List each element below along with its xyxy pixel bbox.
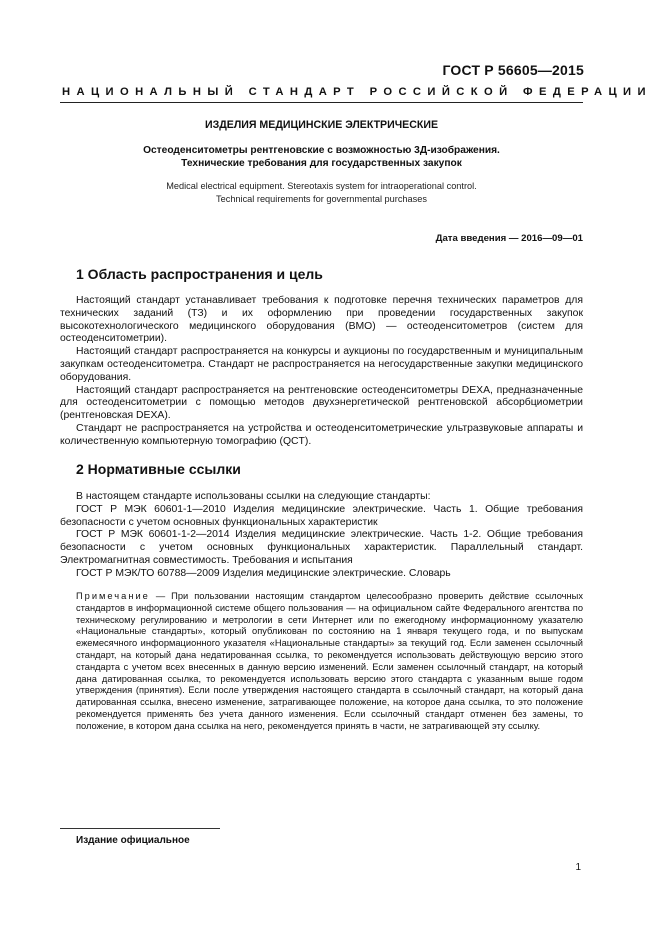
note-label: Примечание (76, 591, 150, 601)
document-code: ГОСТ Р 56605—2015 (442, 62, 584, 78)
official-edition-label: Издание официальное (76, 835, 190, 846)
header-divider (60, 102, 583, 103)
footer-divider (60, 828, 220, 829)
paragraph: Стандарт не распространяется на устройства и остеоденситометрические ультразвуковые аппараты и количественную компьютерную томографию (QCT). (60, 422, 583, 447)
introduction-date: Дата введения — 2016—09—01 (435, 233, 583, 244)
section-1-body (60, 295, 583, 449)
subtitle-line-1: Остеоденситометры рентгеновские с возможностью 3Д-изображения. (143, 145, 500, 156)
english-title-line-1: Medical electrical equipment. Stereotaxis system for intraoperational control. (166, 181, 477, 191)
note-text: — При пользовании настоящим стандартом целесообразно проверить действие ссылочных стандартов в информационной системе общего пользования — на официальном сайте Федерального агентства по техническому регулированию и метрологии в сети Интернет или по ежегодному информационному указателю «Национальные стандарты», который опубликован по состоянию на 1 января текущего года, и по выпускам ежемесячного информационного указателя «Национальные стандарты» за текущий год. Если заменен ссылочный стандарт, на который дана недатированная ссылка, то рекомендуется использовать действующую версию этого стандарта с учетом всех внесенных в данную версию изменений. Если заменен ссылочный стандарт, на который дана датированная ссылка, то рекомендуется использовать версию этого стандарта с указанным выше годом утверждения (принятия). Если после утверждения настоящего стандарта в ссылочный стандарт, на который дана датированная ссылка, внесено изменение, затрагивающее положение, на которое дана ссылка, то это положение рекомендуется применять без учета данного изменения. Если ссылочный стандарт отменен без замены, то положение, в котором дана ссылка на него, рекомендуется принять в части, не затрагивающей эту ссылку. (76, 591, 583, 731)
page-number: 1 (575, 862, 581, 873)
paragraph: Настоящий стандарт устанавливает требования к подготовке перечня технических параметров для технических заданий (ТЗ) и их оформлению при проведении государственных закупок высокотехнологического медицинского оборудования (ВМО) — остеоденситометров (систем для остеоденситометрии). (60, 295, 583, 345)
reference-item: ГОСТ Р МЭК 60601-1-2—2014 Изделия медицинские электрические. Часть 1-2. Общие требования безопасности с учетом основных функциональных характеристик. Параллельный стандарт. Электромагнитная совместимость. Требования и испытания (60, 529, 583, 566)
subtitle-line-2: Технические требования для государственных закупок (181, 158, 462, 169)
section-2-heading: 2 Нормативные ссылки (76, 461, 241, 477)
section-2-body (60, 491, 583, 581)
paragraph: Настоящий стандарт распространяется на конкурсы и аукционы по государственным и муниципальным закупкам остеоденситометра. Стандарт не распространяется на негосударственные закупки медицинского оборудования. (60, 346, 583, 383)
section-1-heading: 1 Область распространения и цель (76, 266, 323, 282)
paragraph: В настоящем стандарте использованы ссылки на следующие стандарты: (76, 491, 431, 502)
national-standard-banner: НАЦИОНАЛЬНЫЙ СТАНДАРТ РОССИЙСКОЙ ФЕДЕРАЦИИ (62, 86, 652, 98)
note-block (76, 591, 583, 733)
english-title-line-2: Technical requirements for governmental purchases (216, 194, 427, 204)
paragraph: Настоящий стандарт распространяется на рентгеновские остеоденситометры DEXA, предназначенные для остеоденситометрии с помощью методов двухэнергетической рентгеновской абсорбциометрии (рентгеновская DEXA). (60, 384, 583, 422)
main-title: ИЗДЕЛИЯ МЕДИЦИНСКИЕ ЭЛЕКТРИЧЕСКИЕ (204, 119, 439, 131)
reference-item: ГОСТ Р МЭК 60601-1—2010 Изделия медицинские электрические. Часть 1. Общие требования безопасности с учетом основных функциональных характеристик (60, 503, 583, 528)
reference-item: ГОСТ Р МЭК/ТО 60788—2009 Изделия медицинские электрические. Словарь (76, 567, 451, 579)
